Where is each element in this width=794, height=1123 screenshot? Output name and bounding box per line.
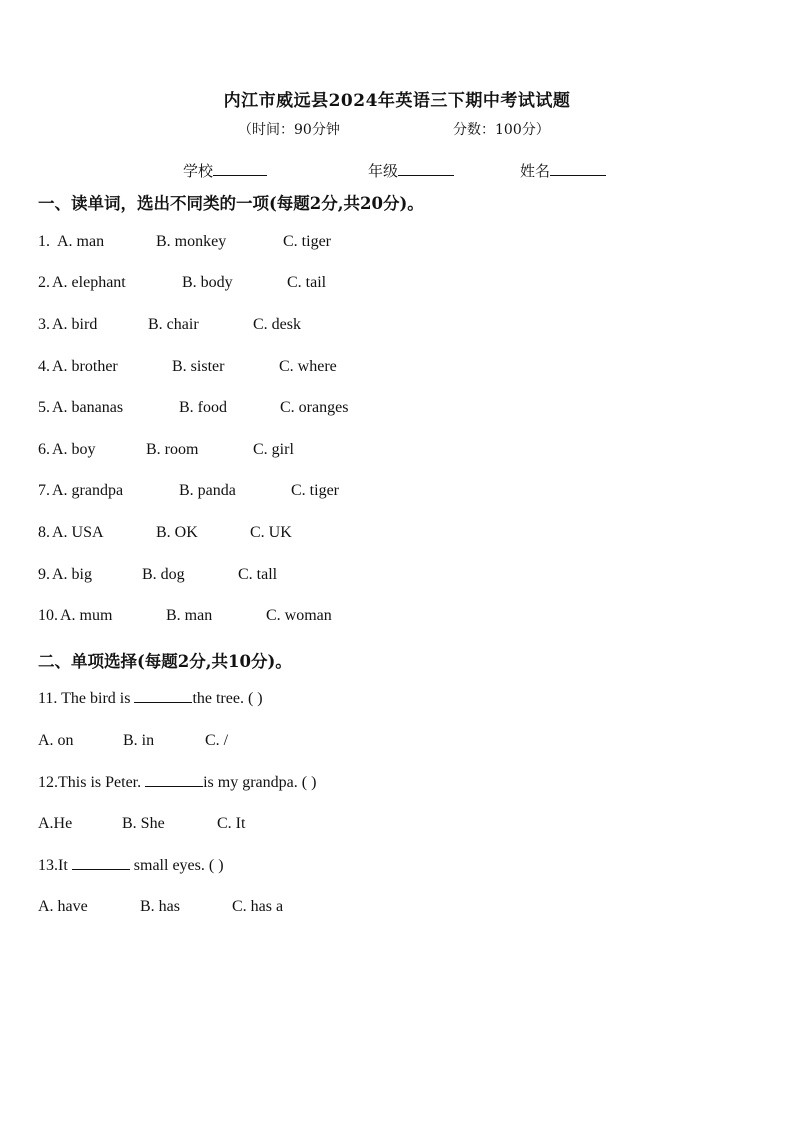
question-12-stem [38, 774, 316, 792]
question-text-after: the tree. ( ) [192, 690, 263, 707]
option-b: B. body [182, 274, 233, 291]
question-number: 2. [38, 274, 50, 291]
exam-title: 内江市威远县2024年英语三下期中考试试题 [223, 91, 571, 111]
option-b: B. monkey [156, 233, 227, 250]
question-number: 6. [38, 441, 50, 458]
answer-blank[interactable] [134, 690, 192, 703]
option-c: C. girl [253, 441, 294, 458]
option-a: A. man [57, 233, 105, 250]
option-c: C. / [205, 732, 229, 749]
option-a: A. big [52, 566, 92, 583]
question-text-before: .It [54, 857, 72, 874]
option-b: B. sister [172, 358, 225, 375]
option-b: B. room [146, 441, 199, 458]
option-c: C. desk [253, 316, 301, 333]
option-a: A. boy [52, 441, 96, 458]
question-text-before: .This is Peter. [54, 774, 146, 791]
option-c: C. tiger [283, 233, 331, 250]
option-c: C. UK [250, 524, 292, 541]
option-a: A. grandpa [52, 482, 124, 499]
question-text-after: small eyes. ( ) [129, 857, 224, 874]
answer-blank[interactable] [72, 857, 130, 870]
school-field [183, 160, 267, 181]
option-a: A. brother [52, 358, 118, 375]
name-blank[interactable] [550, 163, 606, 176]
option-a: A. USA [52, 524, 104, 541]
question-number: 11 [38, 690, 54, 707]
option-c: C. oranges [280, 399, 349, 416]
question-number: 8. [38, 524, 50, 541]
question-number: 3. [38, 316, 50, 333]
option-a: A. on [38, 732, 74, 749]
grade-label: 年级 [368, 162, 399, 180]
option-c: C. It [217, 815, 246, 832]
school-blank[interactable] [213, 163, 267, 176]
option-b: B. in [123, 732, 155, 749]
option-b: B. food [179, 399, 227, 416]
option-c: C. has a [232, 898, 284, 915]
time-limit: （时间：90分钟 [238, 122, 340, 138]
question-number: 1. [38, 233, 50, 250]
grade-field [368, 160, 454, 181]
option-b: B. She [122, 815, 165, 832]
option-c: C. tiger [291, 482, 339, 499]
name-field [520, 160, 606, 181]
option-b: B. panda [179, 482, 236, 499]
option-b: B. OK [156, 524, 198, 541]
option-c: C. where [279, 358, 337, 375]
question-number: 5. [38, 399, 50, 416]
section-1-heading: 一、读单词，选出不同类的一项(每题2分,共20分)。 [38, 194, 424, 213]
option-b: B. man [166, 607, 213, 624]
question-13-stem [38, 857, 224, 875]
question-11-stem [38, 690, 263, 708]
school-label: 学校 [183, 162, 214, 180]
option-a: A. elephant [52, 274, 126, 291]
option-a: A. bird [52, 316, 98, 333]
answer-blank[interactable] [145, 774, 203, 787]
option-c: C. woman [266, 607, 332, 624]
question-text-before: . The bird is [53, 690, 135, 707]
option-b: B. has [140, 898, 180, 915]
option-a: A. have [38, 898, 88, 915]
question-number: 12 [38, 774, 54, 791]
question-number: 9. [38, 566, 50, 583]
option-a: A. mum [60, 607, 113, 624]
option-a: A. bananas [52, 399, 124, 416]
section-2-heading: 二、单项选择(每题2分,共10分)。 [38, 652, 292, 671]
question-number: 7. [38, 482, 50, 499]
option-a: A.He [38, 815, 73, 832]
option-b: B. dog [142, 566, 185, 583]
option-b: B. chair [148, 316, 199, 333]
grade-blank[interactable] [398, 163, 454, 176]
question-number: 13 [38, 857, 54, 874]
total-score: 分数：100分） [453, 122, 550, 138]
question-number: 4. [38, 358, 50, 375]
question-number: 10. [38, 607, 58, 624]
option-c: C. tail [287, 274, 327, 291]
name-label: 姓名 [520, 162, 551, 180]
option-c: C. tall [238, 566, 278, 583]
question-text-after: is my grandpa. ( ) [203, 774, 317, 791]
